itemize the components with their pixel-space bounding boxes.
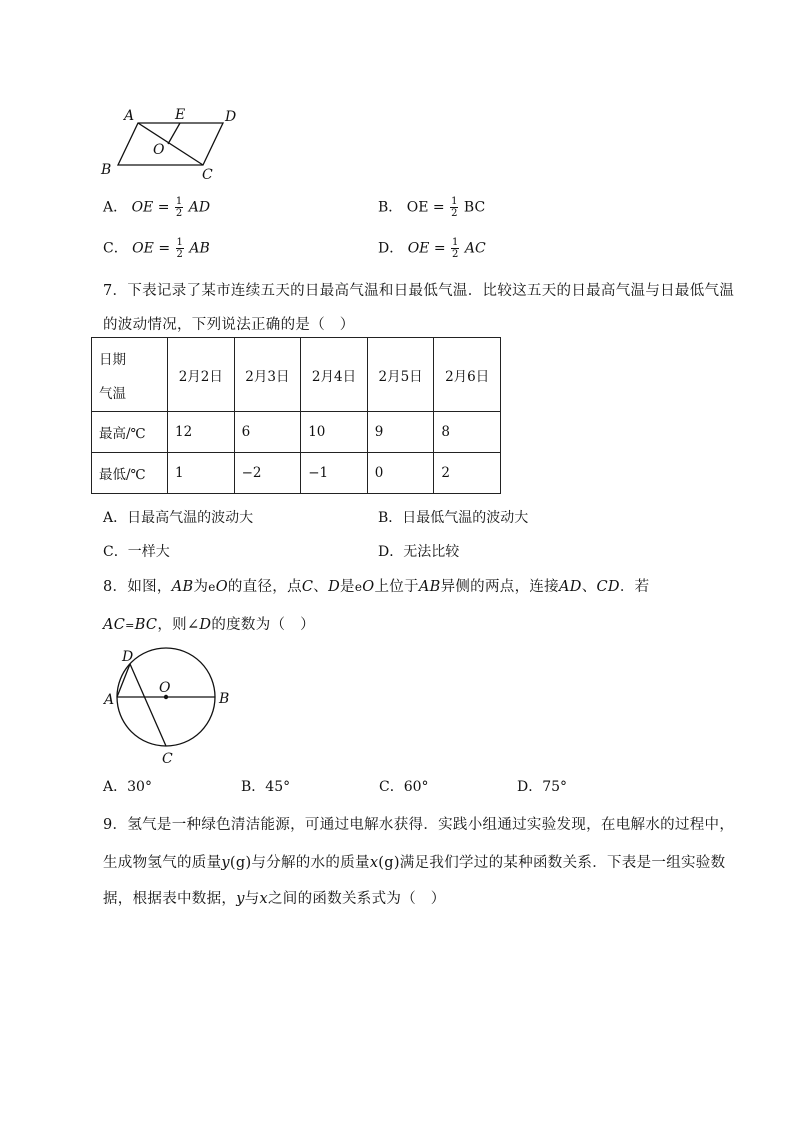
text-run: 是: [340, 579, 355, 595]
option-text: 75°: [542, 779, 568, 795]
chord-ad: [117, 664, 130, 697]
fraction-numerator: 1: [175, 196, 183, 207]
row-label: 最高/℃: [92, 412, 168, 453]
q8-option-c[interactable]: [379, 776, 429, 796]
text-run: 8．如图，: [103, 579, 172, 595]
math-ad: AD: [558, 579, 582, 595]
option-letter: A．: [103, 779, 128, 795]
fraction-denominator: 2: [176, 249, 183, 260]
option-text: 日最低气温的波动大: [402, 510, 529, 526]
table-cell: 10: [301, 412, 368, 453]
table-cell: 12: [168, 412, 235, 453]
parallelogram-figure: [96, 102, 246, 182]
label-o: O: [153, 142, 165, 158]
q8-option-a[interactable]: [103, 776, 152, 796]
header-date-label: 日期: [99, 351, 126, 368]
text-run: 上位于: [374, 579, 419, 595]
q8-option-d[interactable]: [517, 776, 567, 796]
table-cell: 0: [367, 453, 434, 494]
label-b: B: [101, 162, 112, 178]
unit-grams: (g): [229, 855, 252, 871]
option-letter: C．: [103, 544, 128, 560]
label-c: C: [162, 751, 173, 767]
option-letter: A．: [103, 199, 128, 216]
circle-figure: [100, 644, 240, 769]
q6-option-d[interactable]: [378, 237, 486, 260]
math-o: O: [362, 579, 375, 595]
q8-stem-line-1: [103, 575, 649, 596]
text-run: 的度数为（ ）: [211, 617, 315, 633]
math-x: x: [259, 891, 268, 907]
text-run: 生成物氢气的质量: [103, 855, 222, 871]
math-y: y: [221, 855, 230, 871]
text-run: 、: [581, 579, 597, 595]
option-text: 一样大: [127, 544, 170, 560]
fraction-numerator: 1: [451, 196, 458, 207]
table-cell: −2: [234, 453, 301, 494]
unit-grams: (g): [378, 855, 400, 871]
fraction-numerator: 1: [452, 237, 459, 248]
fraction-half: [176, 237, 184, 260]
math-ab: AB: [418, 579, 441, 595]
text-run: 满足我们学过的某种函数关系．下表是一组实验数: [399, 855, 726, 871]
date-cell: 2月2日: [168, 338, 235, 412]
fraction-denominator: 2: [451, 208, 458, 219]
fraction-numerator: 1: [176, 237, 183, 248]
option-letter: B．: [378, 510, 403, 526]
q9-stem-line-2: [103, 851, 725, 872]
option-letter: D．: [378, 544, 404, 560]
text-run: ，则: [157, 617, 187, 633]
table-cell: 1: [168, 453, 235, 494]
formula-rhs: AC: [464, 240, 486, 257]
table-row: [92, 412, 501, 453]
formula-lhs: OE: [132, 240, 154, 257]
formula-lhs: OE: [406, 199, 429, 216]
q7-option-c[interactable]: [103, 541, 170, 561]
option-text: 30°: [127, 779, 152, 795]
math-o: O: [215, 579, 228, 595]
circle-symbol: e: [208, 580, 216, 594]
table-cell: −1: [301, 453, 368, 494]
segment-eo: [168, 123, 180, 144]
text-run: 与分解的水的质量: [251, 855, 370, 871]
arc-ac: AC: [103, 617, 126, 633]
option-letter: D．: [517, 779, 543, 795]
q8-stem-line-2: [103, 613, 315, 634]
table-row: [92, 453, 501, 494]
option-letter: A．: [103, 510, 128, 526]
option-text: 无法比较: [403, 544, 460, 560]
formula-rhs: AB: [189, 240, 210, 257]
q7-option-a[interactable]: [103, 507, 253, 527]
option-text: 45°: [265, 779, 291, 795]
label-a: A: [124, 108, 135, 124]
equals-sign: =: [432, 199, 445, 216]
math-d: D: [328, 579, 341, 595]
option-letter: D．: [378, 240, 404, 257]
label-c: C: [202, 167, 213, 183]
date-cell: 2月3日: [234, 338, 301, 412]
math-x: x: [369, 855, 379, 871]
text-run: 的直径，点: [227, 579, 302, 595]
q6-option-a[interactable]: [103, 196, 210, 219]
text-run: ．若: [619, 579, 650, 595]
q6-option-c[interactable]: [103, 237, 210, 260]
table-header-row: [92, 338, 501, 412]
date-cell: 2月5日: [367, 338, 434, 412]
text-run: 异侧的两点，连接: [440, 579, 559, 595]
diagonal-ac: [138, 123, 203, 165]
table-cell: 9: [367, 412, 434, 453]
math-angle-d: ∠D: [186, 617, 212, 633]
equals-sign: =: [125, 619, 135, 632]
equals-sign: =: [157, 199, 170, 216]
option-letter: B．: [378, 199, 403, 216]
text-run: 据，根据表中数据，: [103, 891, 237, 907]
label-d: D: [122, 649, 134, 665]
label-o: O: [159, 680, 171, 696]
chord-cd: [130, 664, 166, 746]
q8-option-b[interactable]: [241, 776, 290, 796]
row-label: 最低/℃: [92, 453, 168, 494]
formula-lhs: OE: [407, 240, 430, 257]
circle-symbol: e: [354, 580, 363, 594]
fraction-denominator: 2: [175, 208, 183, 219]
math-ab: AB: [171, 579, 194, 595]
q7-option-b[interactable]: [378, 507, 528, 527]
fraction-half: [451, 237, 459, 260]
table-cell: 2: [434, 453, 501, 494]
header-temp-label: 气温: [99, 385, 126, 402]
q9-stem-line-1: 9．氢气是一种绿色清洁能源，可通过电解水获得．实践小组通过实验发现，在电解水的过程中，: [103, 817, 735, 833]
option-letter: C．: [103, 240, 128, 257]
q7-option-d[interactable]: [378, 541, 459, 561]
temperature-table: [91, 337, 501, 494]
equals-sign: =: [158, 240, 171, 257]
text-run: 为: [193, 579, 209, 595]
formula-rhs: BC: [463, 199, 486, 216]
text-run: 、: [313, 579, 329, 595]
math-cd: CD: [596, 579, 620, 595]
formula-lhs: OE: [131, 199, 154, 216]
text-run: 之间的函数关系式为（ ）: [268, 891, 446, 907]
date-cell: 2月4日: [301, 338, 368, 412]
text-run: 与: [244, 891, 260, 907]
fraction-half: [175, 196, 183, 219]
fraction-denominator: 2: [452, 249, 459, 260]
option-text: 60°: [403, 779, 429, 795]
table-cell: 8: [434, 412, 501, 453]
option-letter: C．: [379, 779, 404, 795]
label-e: E: [175, 107, 186, 123]
table-cell: 6: [234, 412, 301, 453]
option-letter: B．: [241, 779, 266, 795]
header-corner-cell: [92, 338, 168, 412]
q9-stem-line-3: [103, 887, 446, 908]
option-text: 日最高气温的波动大: [127, 510, 254, 526]
q6-option-b[interactable]: [378, 196, 485, 219]
math-c: C: [301, 579, 314, 595]
date-cell: 2月6日: [434, 338, 501, 412]
label-d: D: [225, 109, 237, 125]
label-a: A: [104, 692, 115, 708]
q7-stem-line-1: 7．下表记录了某市连续五天的日最高气温和日最低气温．比较这五天的日最高气温与日最低气温: [103, 283, 735, 299]
arc-bc: BC: [134, 617, 158, 633]
label-b: B: [219, 691, 230, 707]
equals-sign: =: [433, 240, 446, 257]
formula-rhs: AD: [188, 199, 211, 216]
q7-stem-line-2: 的波动情况，下列说法正确的是（ ）: [103, 317, 355, 333]
fraction-half: [450, 196, 458, 219]
math-y: y: [236, 891, 245, 907]
